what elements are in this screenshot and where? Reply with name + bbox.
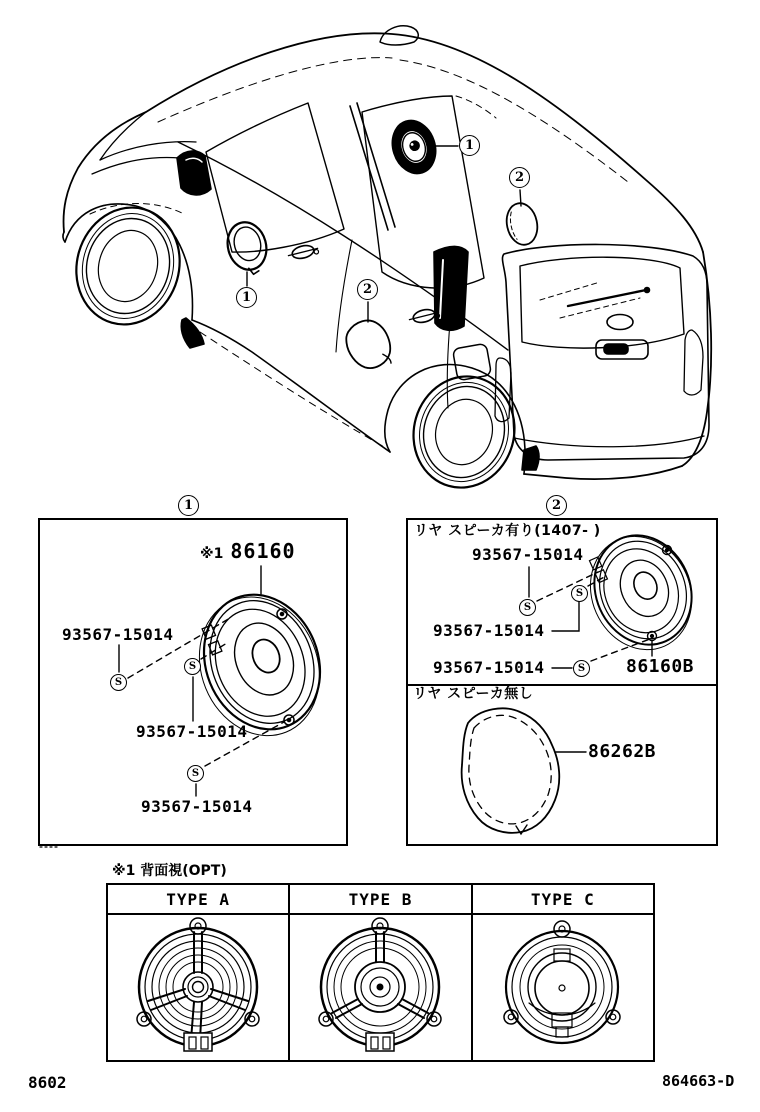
car-callout-2-parcel-speaker xyxy=(509,167,530,188)
screw-letter: S xyxy=(523,601,532,613)
car-callout-1-door-speaker xyxy=(236,287,257,308)
box1-screw-symbol-1 xyxy=(110,674,127,691)
type-c-header: TYPE C xyxy=(530,889,595,909)
car-callout-2-quarter-speaker xyxy=(357,279,378,300)
speaker-rear-view-type-a xyxy=(109,915,288,1062)
section1-callout xyxy=(178,495,199,516)
tail-light-left xyxy=(495,358,511,422)
callout-number: 2 xyxy=(362,282,373,297)
type-table-header-row xyxy=(108,885,653,915)
rear-emblem xyxy=(607,315,633,330)
box2-part-number-86160b: 86160B xyxy=(626,656,695,677)
box1-screw-part-number-1: 93567-15014 xyxy=(62,625,174,644)
type-c-cell xyxy=(473,915,653,1062)
exploded-front-speaker xyxy=(386,115,443,179)
box2-screw-symbol-3 xyxy=(573,660,590,677)
quarter-glass xyxy=(434,246,468,330)
rear-wheel xyxy=(401,364,528,499)
box1-screw-part-number-3: 93567-15014 xyxy=(141,797,253,816)
callout-number: 1 xyxy=(464,138,475,153)
section2-callout-number: 2 xyxy=(551,498,562,513)
table-note-rear-view: ※1 背面視(OPT) xyxy=(112,863,227,879)
detail-box-2 xyxy=(406,518,718,846)
front-wheel xyxy=(63,195,194,337)
figure-number: 864663-D xyxy=(662,1072,735,1090)
car-callout-1-front-speaker xyxy=(459,135,480,156)
screw-letter: S xyxy=(577,662,586,674)
car-leader-lines xyxy=(247,146,521,322)
speaker-rear-view-type-c xyxy=(473,915,652,1062)
car-illustration xyxy=(63,26,711,500)
box1-screw-symbol-2 xyxy=(184,658,201,675)
box1-screw-part-number-2: 93567-15014 xyxy=(136,722,248,741)
front-door-handle xyxy=(287,243,319,262)
box2-screw-symbol-2 xyxy=(571,585,588,602)
rear-wiper xyxy=(568,290,646,306)
fuel-door xyxy=(452,343,491,380)
box2-part-number-86262b: 86262B xyxy=(588,741,657,762)
type-a-header: TYPE A xyxy=(108,885,290,913)
box1-part-heading xyxy=(200,541,296,562)
callout-number: 1 xyxy=(241,290,252,305)
page-number: 8602 xyxy=(28,1073,67,1092)
rear-door-handle xyxy=(408,307,440,326)
speaker-type-table xyxy=(106,883,655,1062)
section2-callout xyxy=(546,495,567,516)
section1-callout-number: 1 xyxy=(183,498,194,513)
box1-part-number-86160: 86160 xyxy=(230,539,296,563)
screw-letter: S xyxy=(114,676,123,688)
box2-title-without-rear-speaker: リヤ スピーカ無し xyxy=(413,686,534,702)
type-a-cell xyxy=(108,915,290,1062)
parcel-speaker-grille xyxy=(503,200,541,247)
screw-letter: S xyxy=(575,587,584,599)
box1-screw-symbol-3 xyxy=(187,765,204,782)
type-b-header: TYPE B xyxy=(290,885,472,913)
type-table-body-row xyxy=(108,915,653,1062)
rear-quarter-speaker-cutout xyxy=(341,315,396,374)
speaker-rear-view-type-b xyxy=(291,915,470,1062)
box2-title-with-rear-speaker: リヤ スピーカ有り(1407- ) xyxy=(414,523,601,539)
box2-screw-part-number-2: 93567-15014 xyxy=(433,621,545,640)
tail-light-right xyxy=(684,330,703,395)
box2-screw-part-number-1: 93567-15014 xyxy=(472,545,584,564)
side-mirror xyxy=(177,151,211,195)
box2-screw-part-number-3: 93567-15014 xyxy=(433,658,545,677)
box2-screw-symbol-1 xyxy=(519,599,536,616)
box1-ref-note: ※1 xyxy=(200,546,224,562)
type-b-cell xyxy=(290,915,472,1062)
screw-letter: S xyxy=(188,660,197,672)
front-door-speaker-cutout xyxy=(222,218,272,279)
callout-number: 2 xyxy=(514,170,525,185)
screw-letter: S xyxy=(191,767,200,779)
